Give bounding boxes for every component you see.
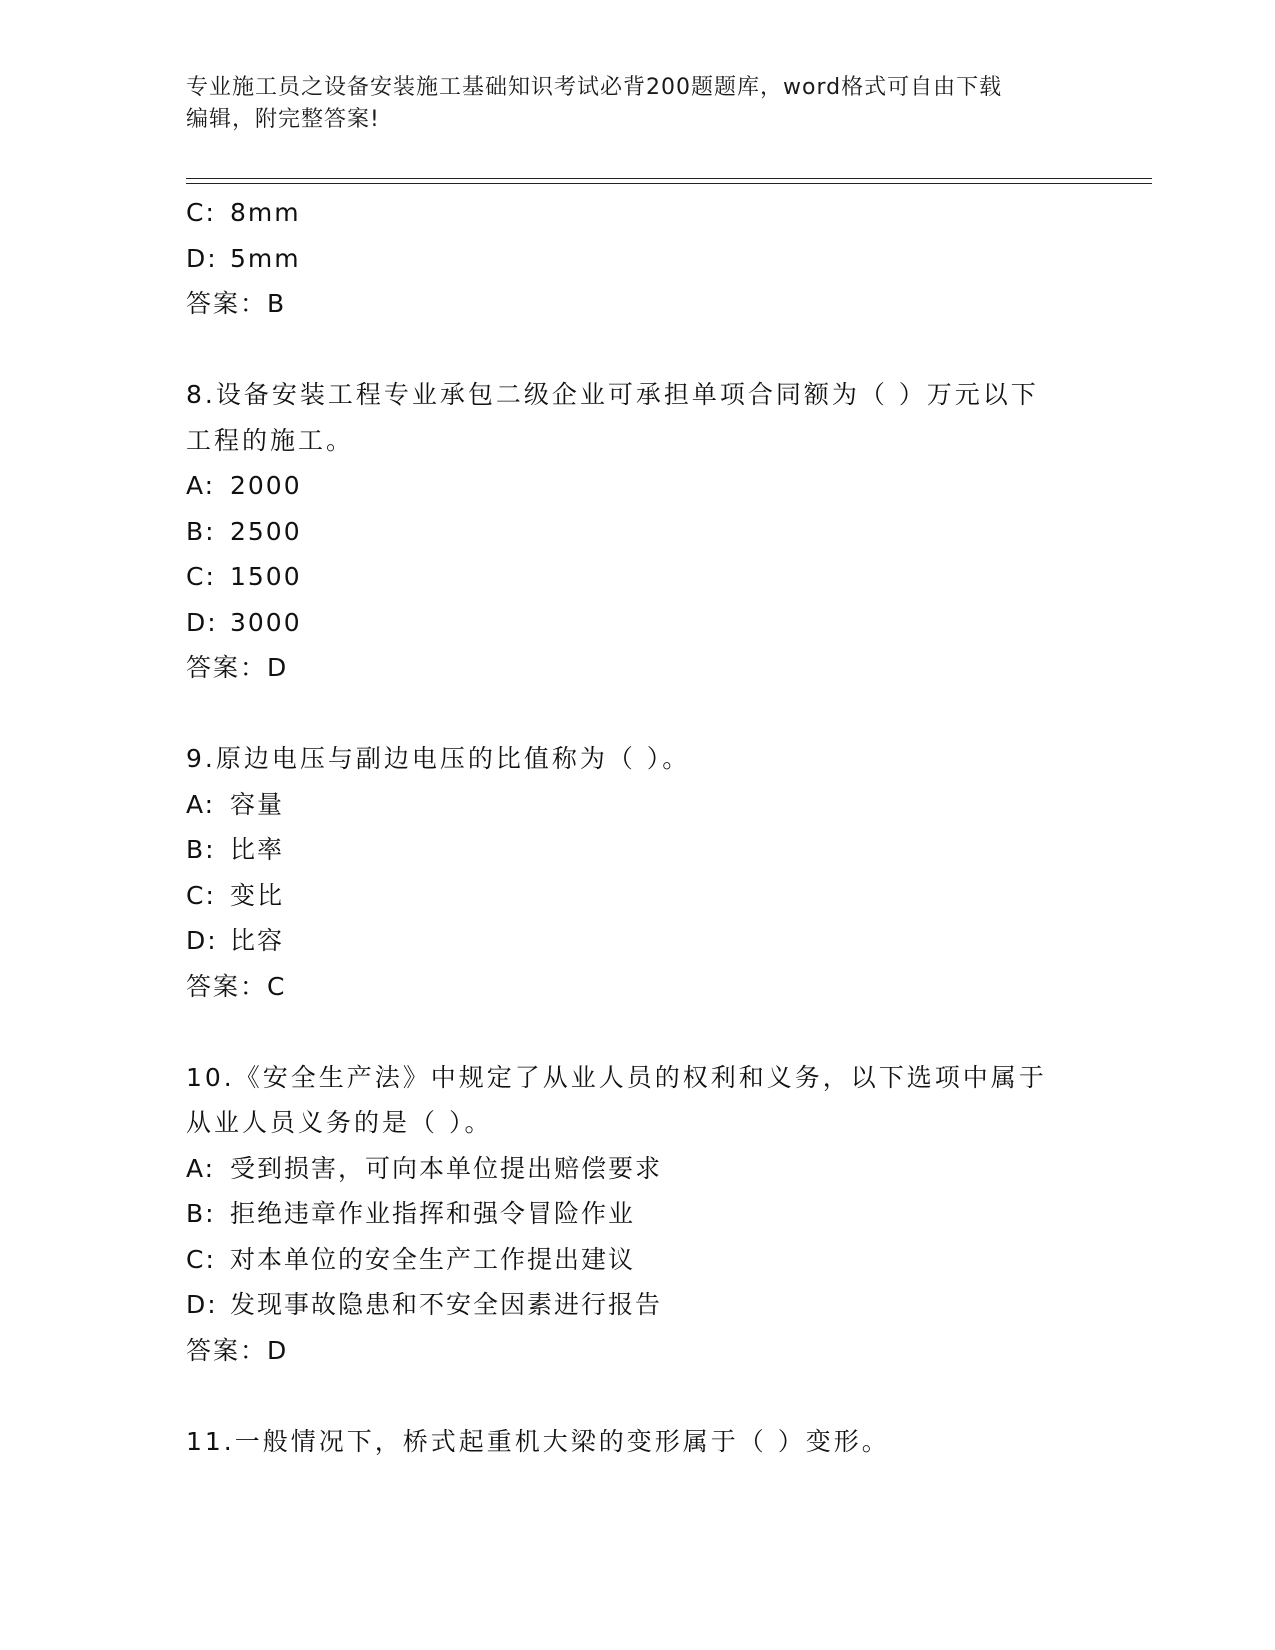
option-c [186, 1237, 1086, 1283]
option-letter: C: [186, 880, 216, 910]
answer-line: 答案：D [186, 653, 289, 682]
document-body [186, 190, 1086, 1464]
option-letter: D: [186, 243, 218, 273]
option-d [186, 1282, 1086, 1328]
option-text: 2000 [230, 471, 302, 500]
question-text-line-1: 9.原边电压与副边电压的比值称为（ ）。 [186, 744, 691, 773]
spacer [186, 1373, 1086, 1419]
answer-line: 答案：B [186, 289, 287, 318]
spacer [186, 691, 1086, 737]
option-letter: C: [186, 198, 216, 227]
option-a [186, 1146, 1086, 1192]
spacer [186, 1009, 1086, 1055]
answer-line: 答案：C [186, 971, 287, 1001]
question-text-line-1: 8.设备安装工程专业承包二级企业可承担单项合同额为（ ）万元以下 [186, 380, 1039, 409]
page-header [186, 72, 1066, 136]
option-text: 拒绝违章作业指挥和强令冒险作业 [230, 1199, 636, 1228]
header-rule-top [186, 178, 1152, 179]
option-text: 1500 [230, 562, 302, 591]
option-text: 变比 [230, 880, 285, 910]
option-text: 5mm [230, 243, 301, 273]
option-text: 比容 [230, 926, 285, 955]
option-text: 发现事故隐患和不安全因素进行报告 [230, 1290, 663, 1319]
option-text: 容量 [230, 789, 285, 819]
question-9 [186, 736, 1086, 1009]
option-c [186, 873, 1086, 919]
option-text: 受到损害，可向本单位提出赔偿要求 [230, 1153, 663, 1183]
spacer [186, 327, 1086, 373]
option-c [186, 554, 1086, 600]
header-rule-bottom [186, 183, 1152, 184]
option-d [186, 236, 1086, 282]
option-letter: D: [186, 1290, 218, 1319]
question-text-line-1: 10.《安全生产法》中规定了从业人员的权利和义务，以下选项中属于 [186, 1062, 1047, 1092]
option-letter: A: [186, 1153, 216, 1183]
option-letter: A: [186, 789, 216, 819]
question-text-line-2: 工程的施工。 [186, 425, 355, 455]
option-letter: B: [186, 1199, 216, 1228]
option-b [186, 509, 1086, 555]
answer-line: 答案：D [186, 1335, 289, 1365]
option-letter: D: [186, 926, 218, 955]
option-letter: D: [186, 607, 218, 637]
prev-question [186, 190, 1086, 327]
question-11 [186, 1419, 1086, 1465]
option-letter: B: [186, 516, 216, 546]
option-c [186, 190, 1086, 236]
question-text-line-2: 从业人员义务的是（ ）。 [186, 1108, 493, 1137]
question-10 [186, 1055, 1086, 1374]
option-text: 对本单位的安全生产工作提出建议 [230, 1244, 636, 1274]
option-letter: B: [186, 835, 216, 864]
option-letter: C: [186, 1244, 216, 1274]
option-a [186, 463, 1086, 509]
option-text: 比率 [230, 835, 285, 864]
question-8 [186, 372, 1086, 691]
option-text: 8mm [230, 198, 301, 227]
option-text: 3000 [230, 607, 302, 637]
option-letter: C: [186, 562, 216, 591]
option-b [186, 827, 1086, 873]
header-title-line-1: 专业施工员之设备安装施工基础知识考试必背200题题库，word格式可自由下载 [186, 75, 1003, 100]
option-d [186, 918, 1086, 964]
header-title-line-2: 编辑，附完整答案! [186, 107, 380, 132]
option-b [186, 1191, 1086, 1237]
option-text: 2500 [230, 516, 302, 546]
option-a [186, 782, 1086, 828]
question-text-line-1: 11.一般情况下，桥式起重机大梁的变形属于（ ）变形。 [186, 1426, 890, 1456]
option-letter: A: [186, 471, 216, 500]
option-d [186, 600, 1086, 646]
